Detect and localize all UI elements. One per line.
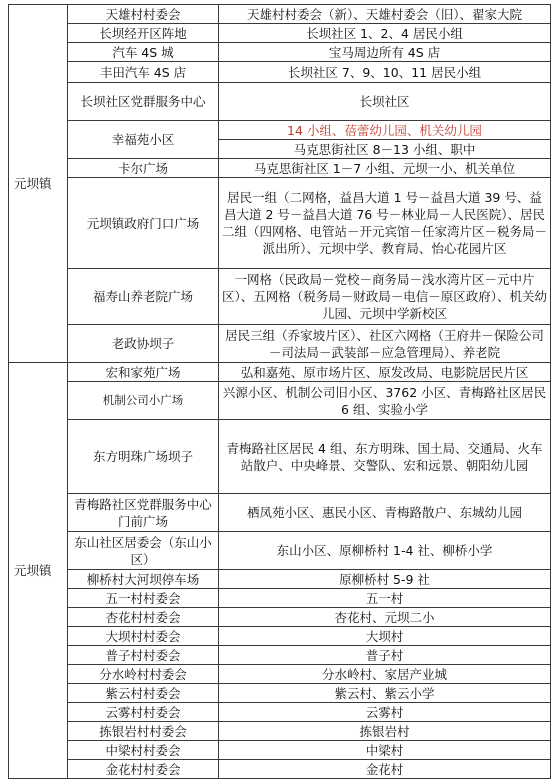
area-cell: 居民一组（二网格，益昌大道 1 号－益昌大道 39 号、益昌大道 2 号－益昌大道 76 号－林业局－人民医院）、居民二组（四网格、电管站－开元宾馆－任家湾片区－税务局－派出所）、元坝中学、教育局、怡心花园片区 <box>219 178 551 269</box>
area-cell: 栖凤苑小区、惠民小区、青梅路散户、东城幼儿园 <box>219 494 551 532</box>
area-cell: 普子村 <box>219 646 551 665</box>
place-cell: 分水岭村村委会 <box>68 665 219 684</box>
place-cell: 元坝镇政府门口广场 <box>68 178 219 269</box>
table-row <box>9 178 551 269</box>
table-row <box>9 532 551 570</box>
area-cell: 紫云村、紫云小学 <box>219 684 551 703</box>
place-cell: 杏花村村委会 <box>68 608 219 627</box>
table-row <box>9 325 551 363</box>
table-row <box>9 684 551 703</box>
area-cell: 云雾村 <box>219 703 551 722</box>
table-row <box>9 589 551 608</box>
table-row <box>9 269 551 325</box>
area-cell: 原柳桥村 5-9 社 <box>219 570 551 589</box>
area-cell: 大坝村 <box>219 627 551 646</box>
place-cell: 机制公司小广场 <box>68 382 219 420</box>
table-row <box>9 646 551 665</box>
area-cell: 五一村 <box>219 589 551 608</box>
area-cell: 青梅路社区居民 4 组、东方明珠、国土局、交通局、火车站散户、中央峰景、交警队、宏和远景、朝阳幼儿园 <box>219 420 551 494</box>
table-row <box>9 494 551 532</box>
place-cell: 云雾村村委会 <box>68 703 219 722</box>
place-cell: 长坝社区党群服务中心 <box>68 83 219 121</box>
table-row <box>9 608 551 627</box>
place-cell: 丰田汽车 4S 店 <box>68 62 219 83</box>
place-cell: 金花村村委会 <box>68 760 219 779</box>
table-row <box>9 62 551 83</box>
table-row <box>9 363 551 382</box>
place-cell: 老政协坝子 <box>68 325 219 363</box>
place-cell: 东方明珠广场坝子 <box>68 420 219 494</box>
table-row <box>9 420 551 494</box>
area-cell: 一网格（民政局－党校－商务局－浅水湾片区－元中片区）、五网格（税务局－财政局－电信－原区政府）、机关幼儿园、元坝中学新校区 <box>219 269 551 325</box>
area-cell: 长坝社区 1、2、4 居民小组 <box>219 24 551 43</box>
place-cell: 东山社区居委会（东山小区） <box>68 532 219 570</box>
table-row <box>9 121 551 140</box>
table-row <box>9 382 551 420</box>
table-row <box>9 24 551 43</box>
place-cell: 柳桥村大河坝停车场 <box>68 570 219 589</box>
table-row <box>9 43 551 62</box>
area-cell: 居民三组（乔家坡片区）、社区六网格（王府井－保险公司－司法局－武装部－应急管理局）、养老院 <box>219 325 551 363</box>
area-cell: 14 小组、蓓蕾幼儿园、机关幼儿园 <box>219 121 551 140</box>
area-cell: 长坝社区 7、9、10、11 居民小组 <box>219 62 551 83</box>
area-cell: 马克思街社区 1－7 小组、元坝一小、机关单位 <box>219 159 551 178</box>
distribution-table <box>8 4 551 779</box>
town-cell: 元坝镇 <box>9 5 68 363</box>
area-cell: 拣银岩村 <box>219 722 551 741</box>
area-cell: 金花村 <box>219 760 551 779</box>
place-cell: 青梅路社区党群服务中心门前广场 <box>68 494 219 532</box>
place-cell: 五一村村委会 <box>68 589 219 608</box>
place-cell: 天雄村村委会 <box>68 5 219 24</box>
place-cell: 卡尔广场 <box>68 159 219 178</box>
place-cell: 拣银岩村村委会 <box>68 722 219 741</box>
area-cell: 长坝社区 <box>219 83 551 121</box>
area-cell: 杏花村、元坝二小 <box>219 608 551 627</box>
table-row <box>9 570 551 589</box>
table-row <box>9 741 551 760</box>
place-cell: 大坝村村委会 <box>68 627 219 646</box>
table-row <box>9 5 551 24</box>
area-cell: 分水岭村、家居产业城 <box>219 665 551 684</box>
area-cell: 宝马周边所有 4S 店 <box>219 43 551 62</box>
area-cell: 天雄村村委会（新）、天雄村委会（旧）、翟家大院 <box>219 5 551 24</box>
place-cell: 幸福苑小区 <box>68 121 219 159</box>
area-cell: 马克思街社区 8－13 小组、职中 <box>219 140 551 159</box>
table-row <box>9 627 551 646</box>
place-cell: 中梁村村委会 <box>68 741 219 760</box>
area-cell: 兴源小区、机制公司旧小区、3762 小区、青梅路社区居民 6 组、实验小学 <box>219 382 551 420</box>
place-cell: 普子村村委会 <box>68 646 219 665</box>
place-cell: 福寿山养老院广场 <box>68 269 219 325</box>
area-cell: 弘和嘉苑、原市场片区、原发改局、电影院居民片区 <box>219 363 551 382</box>
area-cell: 中梁村 <box>219 741 551 760</box>
table-row <box>9 665 551 684</box>
table-row <box>9 722 551 741</box>
table-row <box>9 760 551 779</box>
place-cell: 汽车 4S 城 <box>68 43 219 62</box>
town-cell: 元坝镇 <box>9 363 68 779</box>
area-cell: 东山小区、原柳桥村 1-4 社、柳桥小学 <box>219 532 551 570</box>
table-row <box>9 159 551 178</box>
place-cell: 宏和家苑广场 <box>68 363 219 382</box>
table-row <box>9 703 551 722</box>
place-cell: 长坝经开区阵地 <box>68 24 219 43</box>
table-row <box>9 83 551 121</box>
place-cell: 紫云村村委会 <box>68 684 219 703</box>
